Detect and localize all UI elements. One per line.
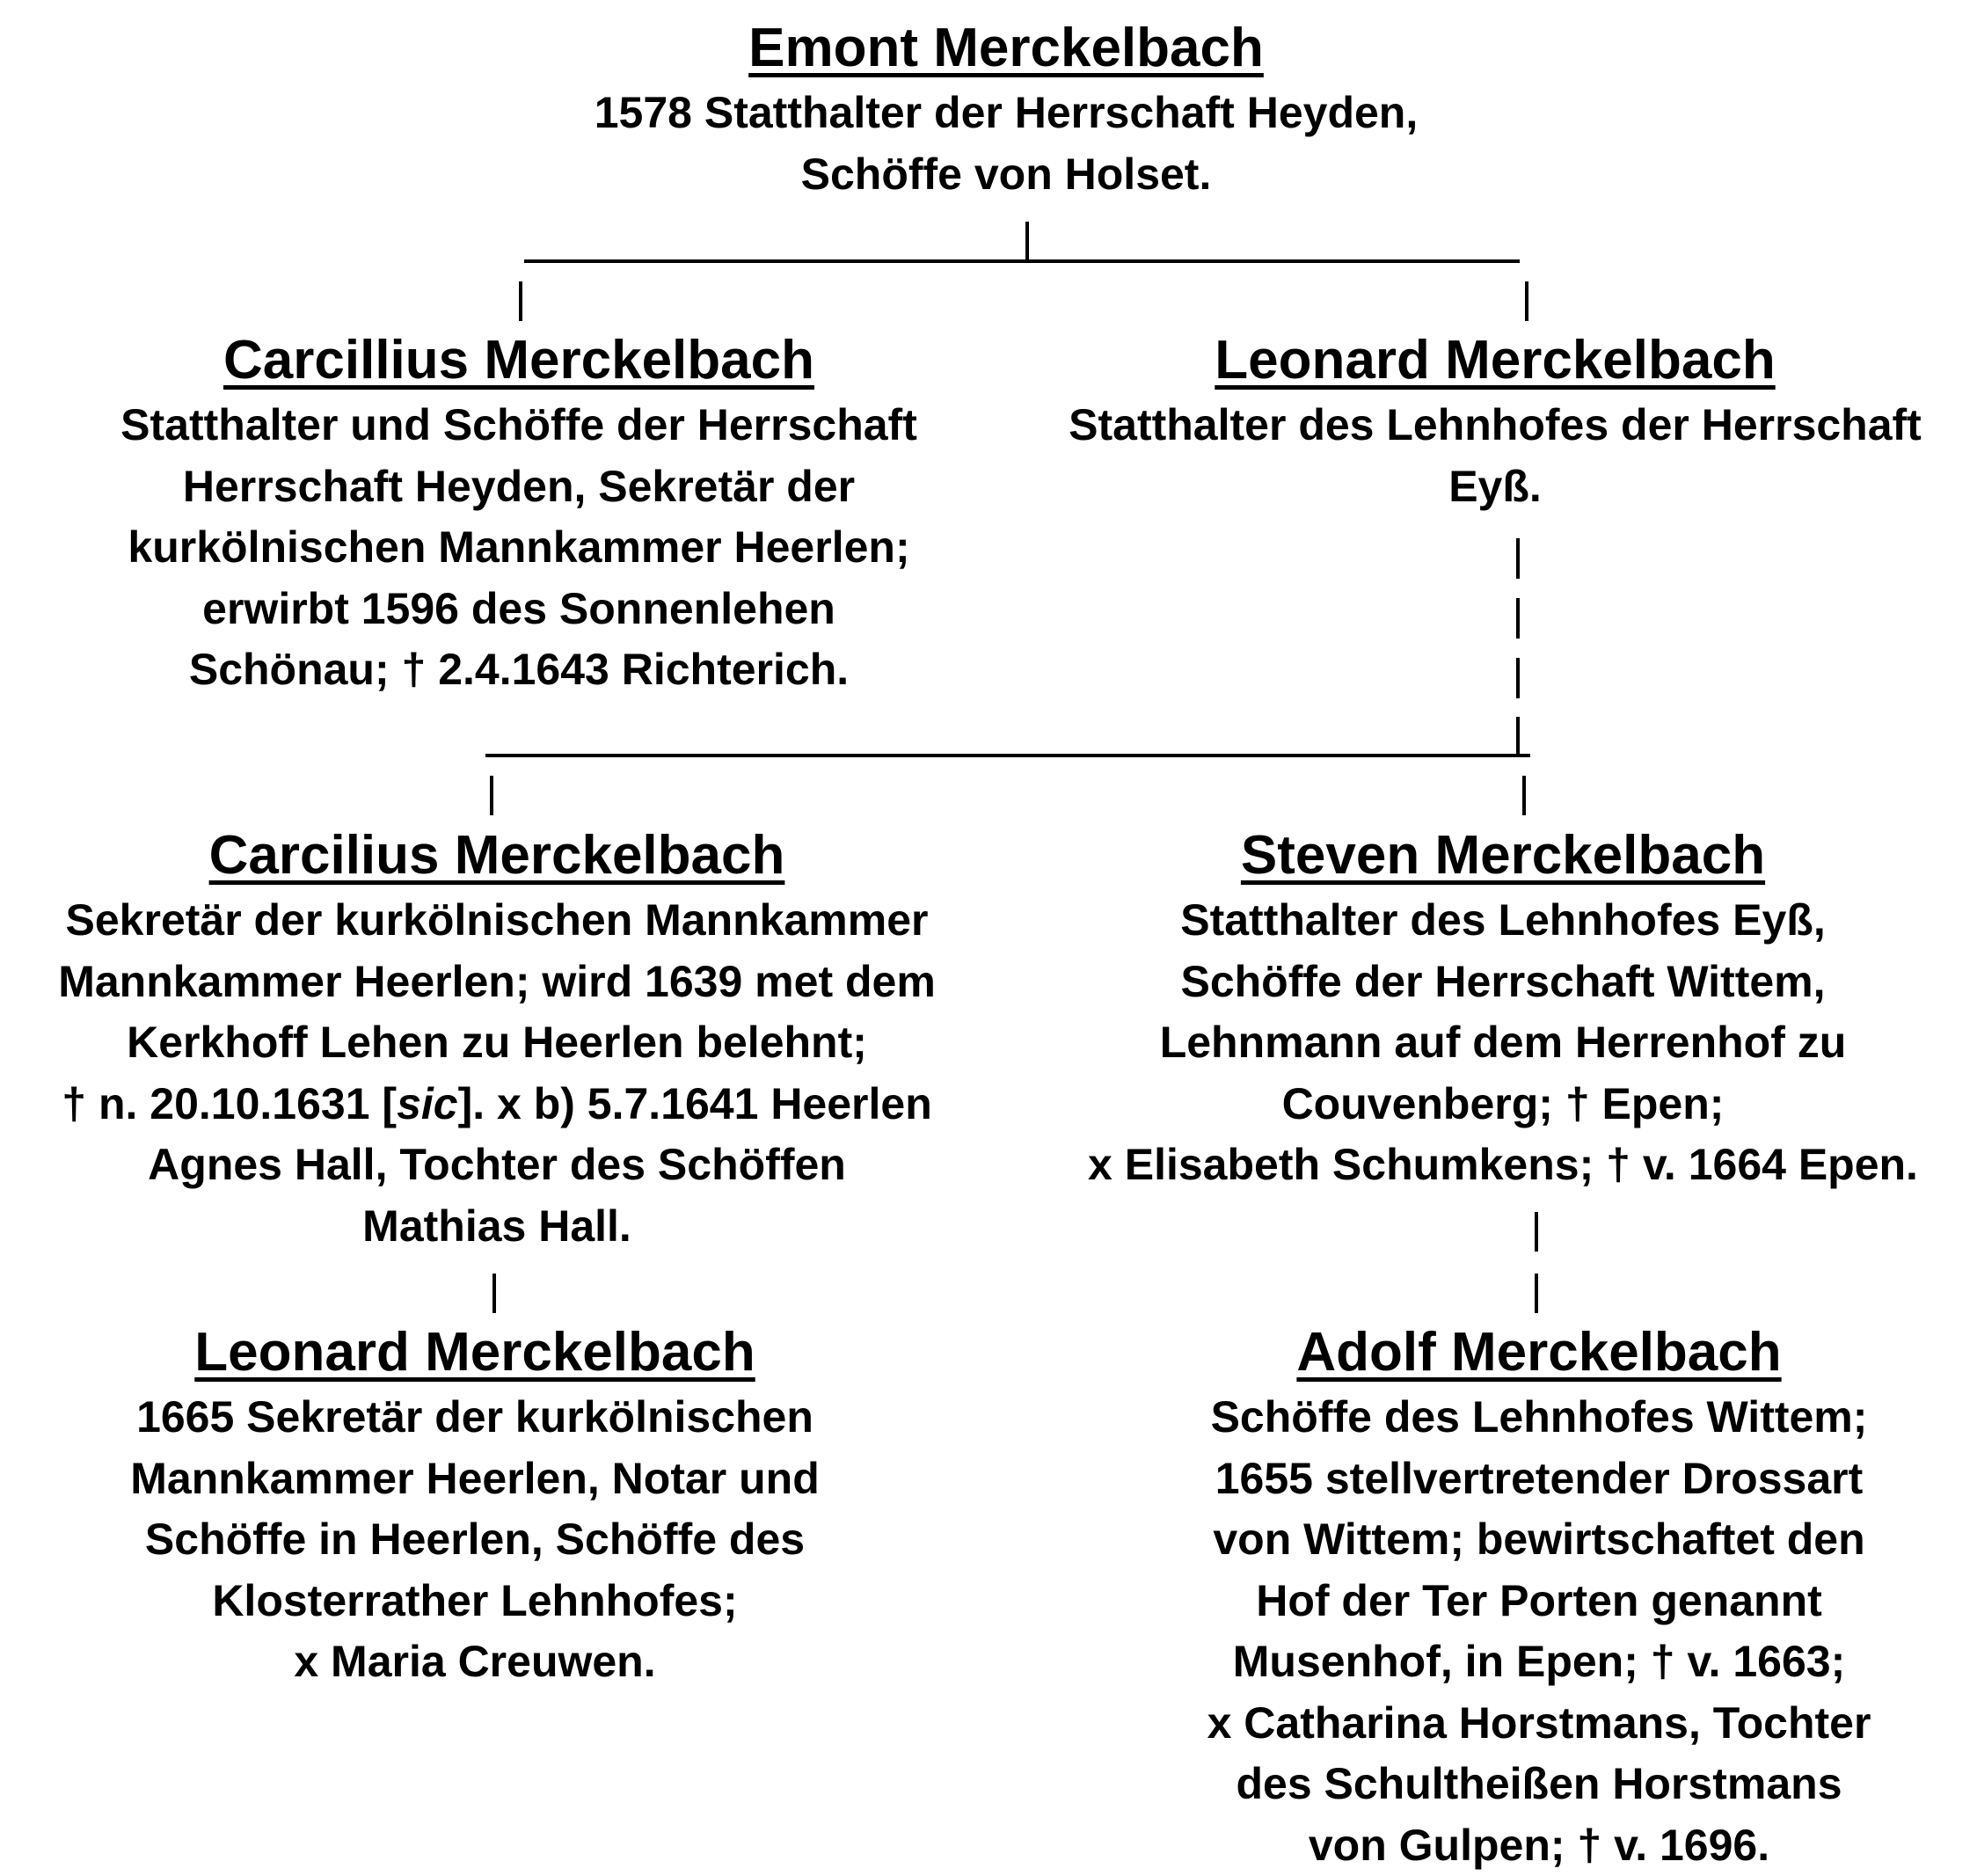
person-detail-line: Hof der Ter Porten genannt xyxy=(1108,1571,1970,1632)
person-detail-line: x Catharina Horstmans, Tochter xyxy=(1108,1693,1970,1755)
person-name: Leonard Merckelbach xyxy=(9,1322,941,1383)
person-detail-line: Schönau; † 2.4.1643 Richterich. xyxy=(9,639,1029,701)
person-detail-line: 1665 Sekretär der kurkölnischen xyxy=(9,1387,941,1449)
person-detail-line: Statthalter des Lehnhofes der Herrschaft xyxy=(1020,395,1970,456)
person-detail-line: 1578 Statthalter der Herrschaft Heyden, xyxy=(461,83,1551,144)
connector-steven-down-2 xyxy=(1535,1274,1538,1313)
person-carcilius-gen3 xyxy=(9,825,985,1257)
person-detail-line: Agnes Hall, Tochter des Schöffen xyxy=(9,1135,985,1196)
person-name: Steven Merckelbach xyxy=(1029,825,1977,887)
person-detail-line: Statthalter des Lehnhofes Eyß, xyxy=(1029,890,1977,952)
connector-gen2-left-drop xyxy=(519,281,522,321)
person-detail-line: Herrschaft Heyden, Sekretär der xyxy=(9,456,1029,518)
person-emont xyxy=(461,18,1551,205)
person-name: Emont Merckelbach xyxy=(461,18,1551,79)
person-detail-line: x Elisabeth Schumkens; † v. 1664 Epen. xyxy=(1029,1135,1977,1196)
person-detail-line: Mannkammer Heerlen, Notar und xyxy=(9,1449,941,1510)
connector-gen2-bar xyxy=(524,259,1520,263)
line-text-pre: † n. 20.10.1631 [ xyxy=(62,1079,397,1128)
connector-gen3-right-drop xyxy=(1522,776,1526,815)
person-detail-line: von Gulpen; † v. 1696. xyxy=(1108,1815,1970,1876)
person-name: Adolf Merckelbach xyxy=(1108,1322,1970,1383)
connector-steven-down-1 xyxy=(1535,1212,1538,1252)
person-carcillius xyxy=(9,330,1029,701)
connector-gen3-bar xyxy=(485,754,1530,757)
line-text-post: ]. x b) 5.7.1641 Heerlen xyxy=(458,1079,932,1128)
person-detail-line: Mannkammer Heerlen; wird 1639 met dem xyxy=(9,952,985,1013)
person-detail-line: des Schultheißen Horstmans xyxy=(1108,1754,1970,1815)
person-detail-line: Eyß. xyxy=(1020,456,1970,518)
person-detail-line xyxy=(9,1074,985,1135)
person-detail-line: Schöffe der Herrschaft Wittem, xyxy=(1029,952,1977,1013)
person-detail-line: kurkölnischen Mannkammer Heerlen; xyxy=(9,517,1029,579)
connector-leonard-down-4 xyxy=(1516,717,1520,756)
line-text-sic: sic xyxy=(397,1079,458,1128)
person-detail-line: Klosterrather Lehnhofes; xyxy=(9,1571,941,1632)
person-detail-line: Lehnmann auf dem Herrenhof zu xyxy=(1029,1012,1977,1074)
person-detail-line: x Maria Creuwen. xyxy=(9,1631,941,1693)
connector-carcilius-down xyxy=(492,1274,496,1313)
person-detail-line: Musenhof, in Epen; † v. 1663; xyxy=(1108,1631,1970,1693)
person-detail-line: Schöffe in Heerlen, Schöffe des xyxy=(9,1509,941,1571)
person-leonard-gen2 xyxy=(1020,330,1970,517)
person-name: Leonard Merckelbach xyxy=(1020,330,1970,391)
person-detail-line: Schöffe des Lehnhofes Wittem; xyxy=(1108,1387,1970,1449)
person-detail-line: Mathias Hall. xyxy=(9,1196,985,1258)
person-adolf xyxy=(1108,1322,1970,1876)
person-detail-line: von Wittem; bewirtschaftet den xyxy=(1108,1509,1970,1571)
connector-gen2-right-drop xyxy=(1525,281,1528,321)
person-detail-line: Kerkhoff Lehen zu Heerlen belehnt; xyxy=(9,1012,985,1074)
connector-gen3-left-drop xyxy=(490,776,493,815)
person-detail-line: erwirbt 1596 des Sonnenlehen xyxy=(9,579,1029,640)
person-name: Carcilius Merckelbach xyxy=(9,825,985,887)
connector-leonard-down-2 xyxy=(1516,598,1520,639)
person-leonard-gen4 xyxy=(9,1322,941,1693)
connector-leonard-down-3 xyxy=(1516,658,1520,698)
person-detail-line: Statthalter und Schöffe der Herrschaft xyxy=(9,395,1029,456)
person-detail-line: Couvenberg; † Epen; xyxy=(1029,1074,1977,1135)
person-detail-line: Schöffe von Holset. xyxy=(461,144,1551,206)
person-steven xyxy=(1029,825,1977,1196)
person-name: Carcillius Merckelbach xyxy=(9,330,1029,391)
person-detail-line: Sekretär der kurkölnischen Mannkammer xyxy=(9,890,985,952)
connector-emont-down xyxy=(1025,222,1029,261)
connector-leonard-down-1 xyxy=(1516,538,1520,579)
person-detail-line: 1655 stellvertretender Drossart xyxy=(1108,1449,1970,1510)
